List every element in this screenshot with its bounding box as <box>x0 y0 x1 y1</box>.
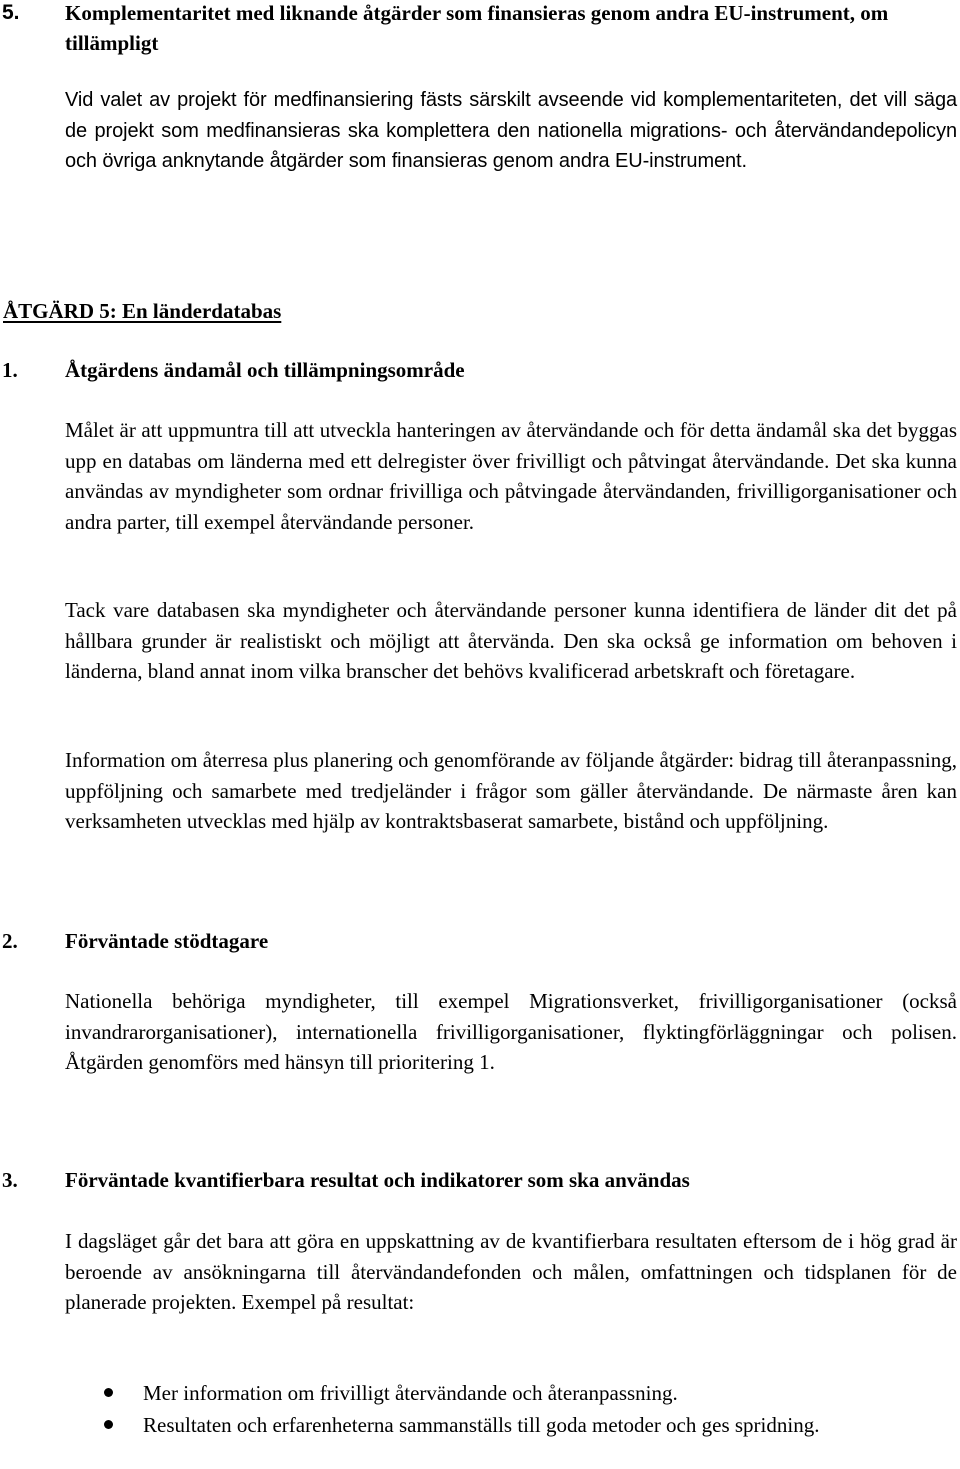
section-1-paragraph-3: Information om återresa plus planering och genomförande av följande åtgärder: bidrag till återanpassning, uppföljning och samarbete med tredjeländer i frågor som gäller återvändande. De närmaste åren kan verksamheten utvecklas med hjälp av kontraktsbaserat samarbete, bistånd och uppföljning. <box>65 748 957 833</box>
section-2-body: Nationella behöriga myndigheter, till exempel Migrationsverket, frivilligorganisationer (också invandrarorganisationer), internationella frivilligorganisationer, flyktingförläggningar och polisen. Åtgärden genomförs med hänsyn till prioritering 1. <box>65 989 957 1074</box>
section-3-heading <box>2 1165 958 1195</box>
list-item <box>0 1410 960 1440</box>
section-5-heading <box>2 0 958 58</box>
section-2-title: Förväntade stödtagare <box>65 929 269 953</box>
section-3-title: Förväntade kvantifierbara resultat och indikatorer som ska användas <box>65 1168 690 1192</box>
section-2-number: 2. <box>2 929 18 953</box>
bullet-icon <box>104 1388 113 1397</box>
section-2-heading <box>2 926 958 956</box>
section-3-number: 3. <box>2 1168 18 1192</box>
section-3-body: I dagsläget går det bara att göra en uppskattning av de kvantifierbara resultaten eftersom de i hög grad är beroende av ansökningarna till återvändandefonden och målen, omfattningen och tidsplanen för de planerade projekten. Exempel på resultat: <box>65 1229 957 1314</box>
section-1-heading <box>2 355 958 385</box>
section-1-paragraph-1: Målet är att uppmuntra till att utveckla hanteringen av återvändande och för detta ändamål ska det byggas upp en databas om länderna med ett delregister över frivilligt och påtvingat återvändande. Det ska kunna användas av myndigheter som ordnar frivilliga och påtvingade återvändanden, frivilligorganisationer och andra parter, till exempel återvändande personer. <box>65 418 957 534</box>
list-item <box>0 1378 960 1408</box>
section-5-number: 5. <box>2 1 20 24</box>
section-5-title: Komplementaritet med liknande åtgärder som finansieras genom andra EU-instrument, om tillämpligt <box>65 1 889 55</box>
section-1-title: Åtgärdens ändamål och tillämpningsområde <box>65 358 465 382</box>
list-item-text: Mer information om frivilligt återvändande och återanpassning. <box>143 1381 678 1405</box>
section-1-number: 1. <box>2 358 18 382</box>
section-1-paragraph-2: Tack vare databasen ska myndigheter och återvändande personer kunna identifiera de länder dit det på hållbara grunder är realistiskt och möjligt att återvända. Den ska också ge information om behoven i länderna, bland annat inom vilka branscher det behövs kvalificerad arbetskraft och företagare. <box>65 598 957 683</box>
measure-title: ÅTGÄRD 5: En länderdatabas <box>3 299 282 323</box>
list-item-text: Resultaten och erfarenheterna sammanställs till goda metoder och ges spridning. <box>143 1413 820 1437</box>
results-bullet-list <box>0 1378 960 1440</box>
bullet-icon <box>104 1420 113 1429</box>
section-5-body: Vid valet av projekt för medfinansiering fästs särskilt avseende vid komplementariteten, det vill säga de projekt som medfinansieras ska komplettera den nationella migrations- och återvändandepolicyn och övriga anknytande åtgärder som finansieras genom andra EU-instrument. <box>65 89 957 172</box>
